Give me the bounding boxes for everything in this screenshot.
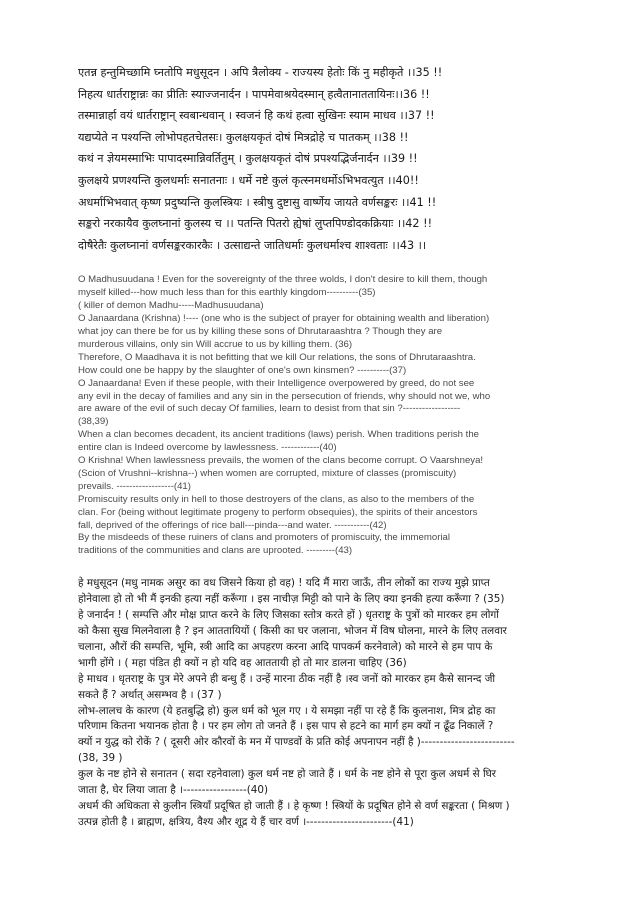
english-text-line: ( killer of demon Madhu-----Madhusuudana) [78, 300, 264, 312]
hindi-translation-block [78, 576, 600, 831]
sanskrit-verse-line: दोषैरेतैः कुलघ्नानां वर्णसङ्करकारकैः । उत्साद्यन्ते जातिधर्माः कुलधर्माश्च शाश्वताः ।।43 ।। [78, 238, 427, 252]
hindi-text-line: परिणाम कितना भयानक होता है । पर हम लोग तो जनते हैं । इस पाप से हटने का मार्ग हम क्यों न ढूँढ निकालें ? [78, 720, 494, 733]
english-text-line: O Janaardana (Krishna) !---- (one who is the subject of prayer for obtaining wealth and liberation) [78, 313, 490, 325]
english-text-line: murderous villains, only sin Will accrue to us by killing them. (36) [78, 338, 353, 350]
english-text-line: (38,39) [78, 416, 109, 428]
sanskrit-verse-line: सङ्करो नरकायैव कुलघ्नानां कुलस्य च ।। पतन्ति पितरो ह्येषां लुप्तपिण्डोदकक्रियाः ।।42 !! [78, 217, 433, 231]
english-text-line: How could one be happy by the slaughter of one's own kinsmen? ----------(37) [78, 364, 407, 376]
english-text-line: O Madhusuudana ! Even for the sovereignty of the three wolds, I don't desire to kill them, though [78, 274, 488, 286]
english-text-line: what joy can there be for us by killing these sons of Dhrutaraashtra ? Though they are [78, 325, 443, 337]
hindi-text-line: सकते हैं ? अर्थात् असम्भव है । (37 ) [78, 688, 222, 701]
english-text-line: O Janaardana! Even if these people, with their Intelligence overpowered by greed, do not see [78, 377, 475, 389]
english-text-line: fall, deprived of the offerings of rice ball---pinda---and water. -----------(42) [78, 519, 387, 531]
hindi-text-line: कुल के नष्ट होने से सनातन ( सदा रहनेवाला) कुल धर्म नष्ट हो जाते हैं । धर्म के नष्ट होने से पूरा कुल अधर्म से घिर [78, 768, 497, 781]
hindi-text-line: (38, 39 ) [78, 752, 123, 765]
hindi-text-line: अधर्म की अधिकता से कुलीन स्त्रियाँ प्रदूषित हो जाती हैं । हे कृष्ण ! स्त्रियों के प्रदूषित होने से वर्ण सङ्करता ( मिश्रण ) [78, 799, 510, 812]
english-text-line: myself killed---how much less than for this earthly kingdom----------(35) [78, 287, 376, 299]
hindi-text-line: को कैसा सुख मिलनेवाला है ? इन आततायियों ( किसी का घर जलाना, भोजन में विष घोलना, मारने के लिए तलवार [78, 625, 507, 637]
sanskrit-verse-line: तस्मान्नार्हा वयं धार्तराष्ट्रान् स्वबान्धवान् । स्वजनं हि कथं हत्वा सुखिनः स्याम माधव ।।37 !! [78, 109, 435, 123]
hindi-text-line: जाता है, घेर लिया जाता है ।-----------------(40) [78, 784, 269, 797]
hindi-text-line: क्यों न युद्ध को रोकें ? ( दूसरी ओर कौरवों के मन में पाण्डवों के प्रति कोई अपनापन नहीं है )------------------------- [78, 736, 515, 749]
hindi-text-line: उत्पन्न होती है । ब्राह्मण, क्षत्रिय, वैश्य और शूद्र ये हैं चार वर्ण ।-----------------------(41) [78, 815, 414, 828]
english-text-line: Promiscuity results only in hell to those destroyers of the clans, as also to the members of the [78, 493, 475, 505]
sanskrit-verse-line: कुलक्षये प्रणश्यन्ति कुलधर्माः सनातनाः । धर्मे नष्टे कुलं कृत्स्नमधर्मोऽभिभवत्युत ।।40!! [78, 173, 419, 187]
english-text-line: entire clan is Indeed overcome by lawlessness. ------------(40) [78, 442, 337, 454]
hindi-text-line: चलाना, औरों की सम्पत्ति, भूमि, स्त्री आदि का अपहरण करना आदि पापकर्म करनेवाले) को मारने से हम पाप के [78, 640, 493, 653]
english-text-line: When a clan becomes decadent, its ancient traditions (laws) perish. When traditions perish the [78, 429, 480, 441]
english-text-line: O Krishna! When lawlessness prevails, the women of the clans become corrupt. O Vaarshneya! [78, 455, 484, 467]
sanskrit-verse-line: अधर्माभिभवात् कृष्ण प्रदुष्यन्ति कुलस्त्रियः । स्त्रीषु दुष्टासु वार्ष्णेय जायते वर्णसङ्करः ।।41 !! [78, 195, 437, 209]
english-text-line: traditions of the communities and clans are uprooted. ---------(43) [78, 545, 353, 557]
english-text-line: clan. For (being without legitimate progeny to perform obsequies), the spirits of their ancestors [78, 506, 478, 518]
hindi-text-line: होनेवाला हो तो भी मैं इनकी हत्या नहीं करूँगा । इस नाचीज़ मिट्टी को पाने के लिए क्या इनकी हत्या करूँगा ? (35) [78, 593, 505, 606]
sanskrit-verse-line: कथं न ज्ञेयमस्माभिः पापादस्मान्निवर्तितुम् । कुलक्षयकृतं दोषं प्रपश्यद्भिर्जनार्दन ।।39 !! [78, 152, 418, 166]
sanskrit-verse-line: यद्यप्येते न पश्यन्ति लोभोपहतचेतसः। कुलक्षयकृतं दोषं मित्रद्रोहे च पातकम् ।।38 !! [78, 130, 409, 144]
hindi-text-line: हे माधव । धृतराष्ट्र के पुत्र मेरे अपने ही बन्धु हैं । उन्हें मारना ठीक नहीं है ।स्व जनों को मारकर हम कैसे सानन्द जी [78, 672, 496, 685]
english-text-line: prevails. ------------------(41) [78, 480, 191, 492]
english-text-line: By the misdeeds of these ruiners of clans and promoters of promiscuity, the immemorial [78, 532, 451, 544]
sanskrit-verses-block [78, 62, 600, 256]
english-text-line: are aware of the evil of such decay Of families, learn to desist from that sin ?------------------ [78, 403, 461, 415]
sanskrit-verse-line: एतन्न हन्तुमिच्छामि घ्नतोपि मधुसूदन । अपि त्रैलोक्य - राज्यस्य हेतोः किं नु महीकृते ।।35 !! [78, 66, 443, 79]
sanskrit-verse-line: निहत्य धार्तराष्ट्रान्नः का प्रीतिः स्याज्जनार्दन । पापमेवाश्रयेदस्मान् हत्वैतानाततायिनः।।36 !! [78, 87, 430, 101]
english-text-line: any evil in the decay of families and any sin in the persecution of friends, why should not we, who [78, 390, 491, 402]
hindi-text-line: लोभ-लालच के कारण (ये हतबुद्धि हो) कुल धर्म को भूल गए । ये समझा नहीं पा रहे हैं कि कुलनाश, मित्र द्रोह का [78, 704, 496, 717]
english-text-line: (Scion of Vrushni--krishna--) when women are corrupted, mixture of classes (promiscuity) [78, 467, 457, 479]
english-text-line: Therefore, O Maadhava it is not befitting that we kill Our relations, the sons of Dhrutaraashtra. [78, 351, 476, 363]
english-translation-block [78, 274, 600, 558]
hindi-text-line: भागी होंगे । ( महा पंडित ही क्यों न हो यदि वह आततायी हो तो मार डालना चाहिए (36) [78, 656, 407, 669]
hindi-text-line: हे जनार्दन ! ( सम्पत्ति और मोक्ष प्राप्त करने के लिए जिसका स्तोत्र करते हों ) धृतराष्ट्र के पुत्रों को मारकर हम लोगों [78, 609, 499, 622]
hindi-text-line: हे मधुसूदन (मधु नामक असुर का वध जिसने किया हो वह) ! यदि मैं मारा जाऊँ, तीन लोकों का राज्य मुझे प्राप्त [78, 577, 490, 590]
